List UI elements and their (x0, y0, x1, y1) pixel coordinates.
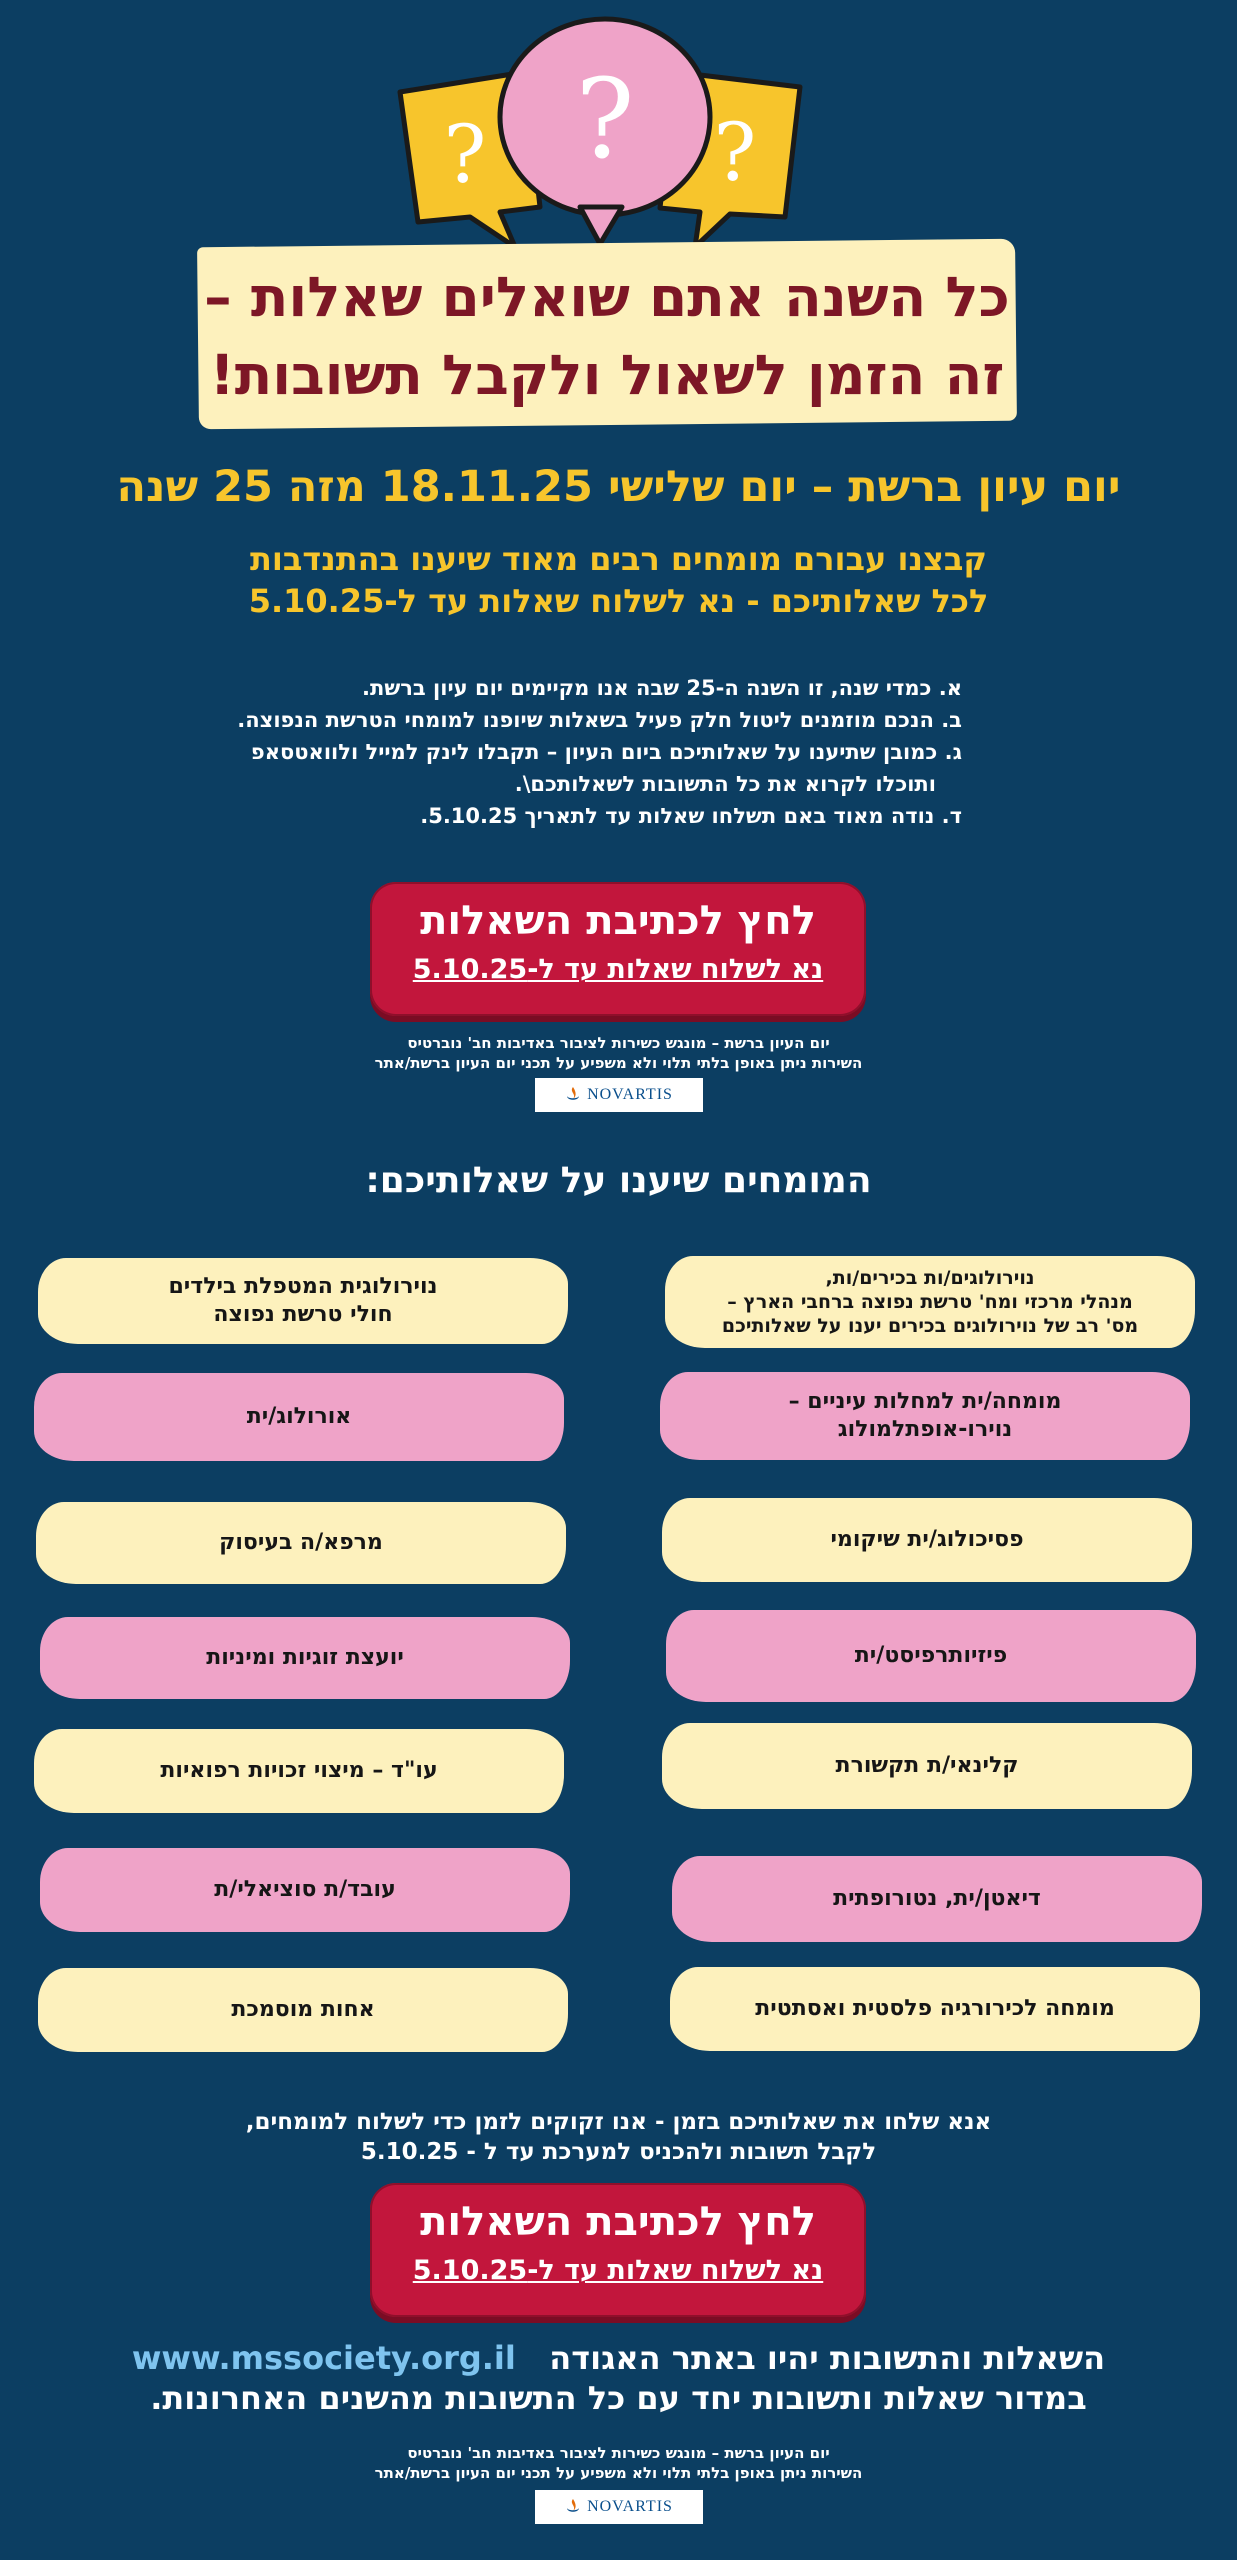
expert-neurologists-line-3: מס' רב של נוירולוגים בכירים יענו על שאלותיכם (721, 1315, 1139, 1337)
headline-banner-text (198, 258, 1016, 414)
expert-sexuality-counselor: יועצת זוגיות ומיניות (40, 1617, 570, 1699)
expert-dietitian: דיאטן/ית, נטורופתית (672, 1856, 1202, 1942)
expert-urologist: אורולוג/ית (34, 1373, 564, 1461)
info-item-c-cont: ותוכלו לקרוא את כל התשובות לשאלותכם\. (514, 772, 936, 796)
expert-occupational-therapist: מרפא/ה בעיסוק (36, 1502, 566, 1584)
write-questions-button-bottom[interactable] (370, 2183, 866, 2317)
expert-rehab-psychologist: פסיכולוג/ית שיקומי (662, 1498, 1192, 1582)
expert-ophthalmology-line-1: מומחה/ית למחלות עיניים – (788, 1389, 1062, 1414)
event-subline-1: קבצנו עבורם מומחים רבים מאוד שיענו בהתנדבות (250, 540, 987, 578)
expert-plastic-surgery: מומחה לכירורגיה פלסטית ואסתטית (670, 1967, 1200, 2051)
write-questions-button[interactable] (370, 882, 866, 1016)
sponsor-line-1: יום העיון ברשת – מונגש כשירות לציבור באדיבות חב' נוברטיס (407, 1034, 830, 1052)
sponsor-line-2: השירות ניתן באופן בלתי תלוי ולא משפיע על תכני יום העיון ברשת/אתר (374, 1054, 863, 1072)
novartis-logo-bottom-text: NOVARTIS (587, 2498, 673, 2515)
questions-deadline-link[interactable]: נא לשלוח שאלות עד ל-5.10.25 (412, 954, 824, 985)
svg-text:?: ? (443, 108, 487, 201)
experts-title: המומחים שיענו על שאלותיכם: (365, 1160, 872, 1201)
expert-neurologists-line-1: נוירולוגים/ות בכירים/ות, (825, 1267, 1035, 1289)
sponsor-bottom-line-1: יום העיון ברשת – מונגש כשירות לציבור באדיבות חב' נוברטיס (407, 2444, 830, 2462)
info-item-c: ג. כמובן שתיענו על שאלותיכם ביום העיון – תקבלו לינק למייל ולוואטסאפ (250, 740, 962, 764)
deadline-note-line-1: אנא שלחו את שאלותיכם בזמן - אנו זקוקים לזמן כדי לשלוח למומחים, (245, 2109, 992, 2135)
expert-pediatric-line-1: נוירולוגית המטפלת בילדים (168, 1274, 438, 1299)
novartis-flame-icon (565, 1086, 581, 1104)
expert-registered-nurse: אחות מוסמכת (38, 1968, 568, 2052)
expert-ophthalmology-line-2: נוירו-אופתלמולוג (837, 1417, 1013, 1442)
info-item-b: ב. הנכם מוזמנים ליטול חלק פעיל בשאלות שיופנו למומחי הטרשת הנפוצה. (237, 708, 962, 732)
novartis-logo-text: NOVARTIS (587, 1086, 673, 1103)
questions-deadline-link-bottom[interactable]: נא לשלוח שאלות עד ל-5.10.25 (412, 2255, 824, 2286)
banner-line-2: זה הזמן לשאול ולקבל תשובות! (209, 343, 1005, 407)
question-bubbles-icon (390, 12, 820, 262)
info-list (142, 672, 962, 832)
site-info-line-2: במדור שאלות ותשובות יחד עם כל התשובות מהשנים האחרונות. (150, 2379, 1087, 2417)
svg-text:?: ? (713, 106, 757, 199)
deadline-note-line-2: לקבל תשובות ולהכניס למערכת עד ל - 5.10.25 (360, 2139, 877, 2165)
event-subline-2: לכל שאלותיכם - נא לשלוח שאלות עד ל-5.10.25 (248, 582, 989, 620)
write-questions-button-bottom-label: לחץ לכתיבת השאלות (420, 2199, 816, 2245)
novartis-logo (535, 1078, 703, 1112)
expert-neurologists-line-2: מנהלי מרכזי ומח' טרשת נפוצה ברחבי הארץ – (727, 1291, 1133, 1313)
info-item-a: א. כמדי שנה, זו השנה ה-25 שבה אנו מקיימים יום עיון ברשת. (362, 676, 962, 700)
site-url-link[interactable]: www.mssociety.org.il (131, 2339, 516, 2377)
write-questions-button-label: לחץ לכתיבת השאלות (420, 898, 816, 944)
sponsor-note (0, 1033, 1237, 1073)
svg-text:?: ? (575, 55, 635, 183)
banner-line-1: כל השנה אתם שואלים שאלות – (204, 265, 1010, 329)
sponsor-bottom-line-2: השירות ניתן באופן בלתי תלוי ולא משפיע על תכני יום העיון ברשת/אתר (374, 2464, 863, 2482)
site-info (0, 2338, 1237, 2418)
expert-physiotherapist: פיזיותרפיסט/ית (666, 1610, 1196, 1702)
expert-lawyer: עו"ד – מיצוי זכויות רפואיות (34, 1729, 564, 1813)
expert-neurologists (665, 1256, 1195, 1348)
deadline-note (0, 2107, 1237, 2167)
info-item-d: ד. נודה מאוד באם תשלחו שאלות עד לתאריך 5.10.25. (420, 804, 962, 828)
expert-social-worker: עובד/ת סוציאלי/ת (40, 1848, 570, 1932)
event-headline: יום עיון ברשת – יום שלישי 18.11.25 מזה 25 שנה (116, 462, 1121, 512)
novartis-flame-icon (565, 2498, 581, 2516)
expert-neuro-ophthalmologist (660, 1372, 1190, 1460)
site-info-text: השאלות והתשובות יהיו באתר האגודה (549, 2339, 1106, 2377)
expert-pediatric-line-2: חולי טרשת נפוצה (213, 1302, 393, 1327)
expert-speech-therapist: קלינאי/ת תקשורת (662, 1723, 1192, 1809)
expert-pediatric-neurologist (38, 1258, 568, 1344)
novartis-logo-bottom (535, 2490, 703, 2524)
sponsor-note-bottom (0, 2443, 1237, 2483)
